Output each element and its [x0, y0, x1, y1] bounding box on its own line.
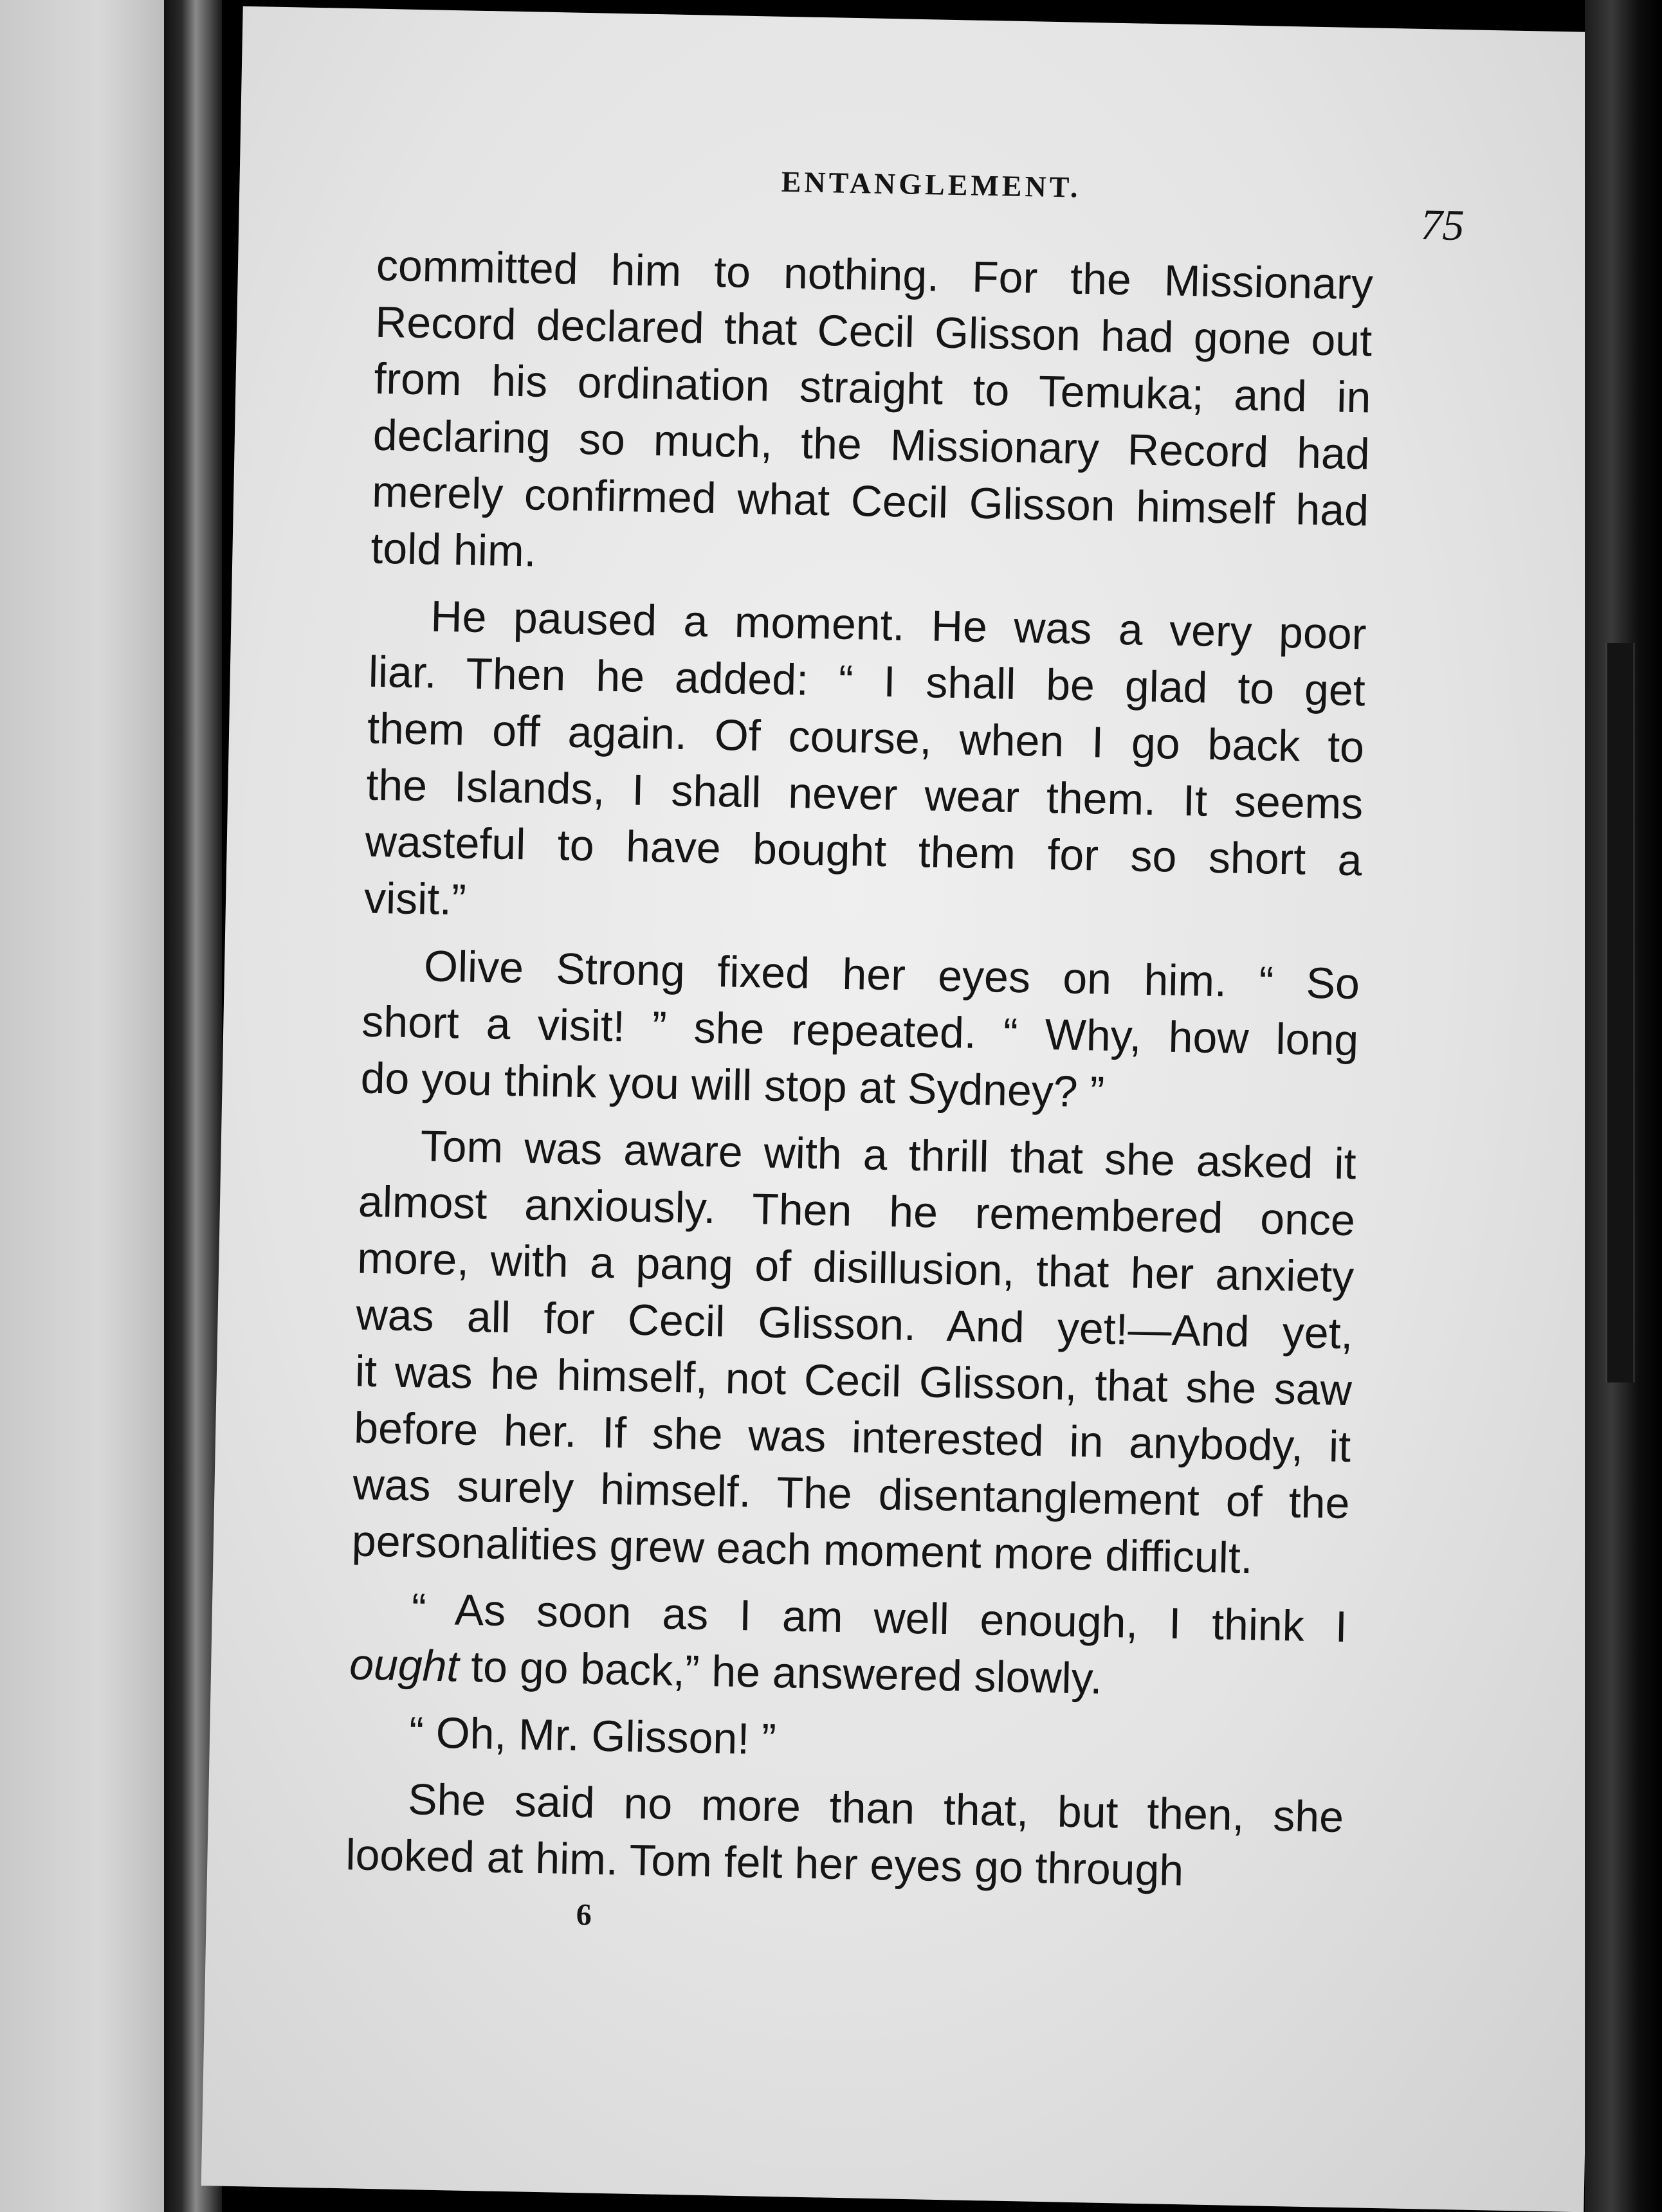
paragraph [360, 937, 1360, 1126]
text-line: it was he himself, not Cecil Glisson, that she saw [354, 1346, 1353, 1415]
text-line: She said no more than that, but then, she [407, 1775, 1344, 1842]
paragraph [347, 1703, 1345, 1779]
text-line: was all for Cecil Glisson. And yet!—And yet, [355, 1290, 1354, 1359]
text-line: personalities grew each moment more difficult. [351, 1516, 1254, 1583]
body-text [345, 237, 1373, 1912]
text-line: liar. Then he added: “ I shall be glad to get [368, 647, 1366, 716]
text-line: ought to go back,” he answered slowly. [349, 1640, 1103, 1703]
text-line: Tom was aware with a thrill that she asked it [420, 1121, 1357, 1189]
text-line: wasteful to have bought them for so short a [365, 817, 1363, 885]
text-line: the Islands, I shall never wear them. It seems [365, 760, 1364, 829]
text-line: He paused a moment. He was a very poor [430, 592, 1367, 659]
facing-page [0, 0, 164, 2212]
signature-mark: 6 [576, 1898, 592, 1932]
text-line: before her. If she was interested in anybody, it [353, 1403, 1351, 1472]
text-line: “ As soon as I am well enough, I think I [411, 1584, 1348, 1652]
paragraph [345, 1770, 1344, 1902]
text-line: short a visit! ” she repeated. “ Why, how long [361, 997, 1359, 1065]
text-line: more, with a pang of disillusion, that her anxiety [356, 1233, 1355, 1302]
text-line: do you think you will stop at Sydney? ” [360, 1053, 1105, 1117]
text-line: Record declared that Cecil Glisson had gone out [374, 297, 1373, 366]
text-line: told him. [370, 523, 537, 576]
text-line: visit.” [363, 873, 467, 925]
text-line: declaring so much, the Missionary Record had [372, 410, 1371, 479]
text-line: Olive Strong fixed her eyes on him. “ So [423, 941, 1360, 1009]
text-line: almost anxiously. Then he remembered once [358, 1177, 1356, 1246]
paragraph [349, 1579, 1347, 1712]
bookmark-ribbon [1605, 643, 1635, 1382]
text-line: “ Oh, Mr. Glisson! ” [408, 1708, 777, 1764]
text-line: merely confirmed what Cecil Glisson himself had [371, 467, 1369, 536]
running-head: ENTANGLEMENT. [781, 165, 1081, 204]
page-number: 75 [1420, 199, 1465, 250]
paragraph [363, 587, 1367, 946]
text-line: them off again. Of course, when I go back to [367, 703, 1365, 772]
text-line: from his ordination straight to Temuka; and in [373, 354, 1372, 422]
text-line: looked at him. Tom felt her eyes go through [345, 1830, 1184, 1896]
text-line: was surely himself. The disentanglement of the [352, 1460, 1351, 1528]
paragraph [351, 1116, 1356, 1588]
paragraph [370, 237, 1374, 596]
text-line: committed him to nothing. For the Missionary [376, 240, 1374, 309]
book-page [201, 6, 1626, 2212]
